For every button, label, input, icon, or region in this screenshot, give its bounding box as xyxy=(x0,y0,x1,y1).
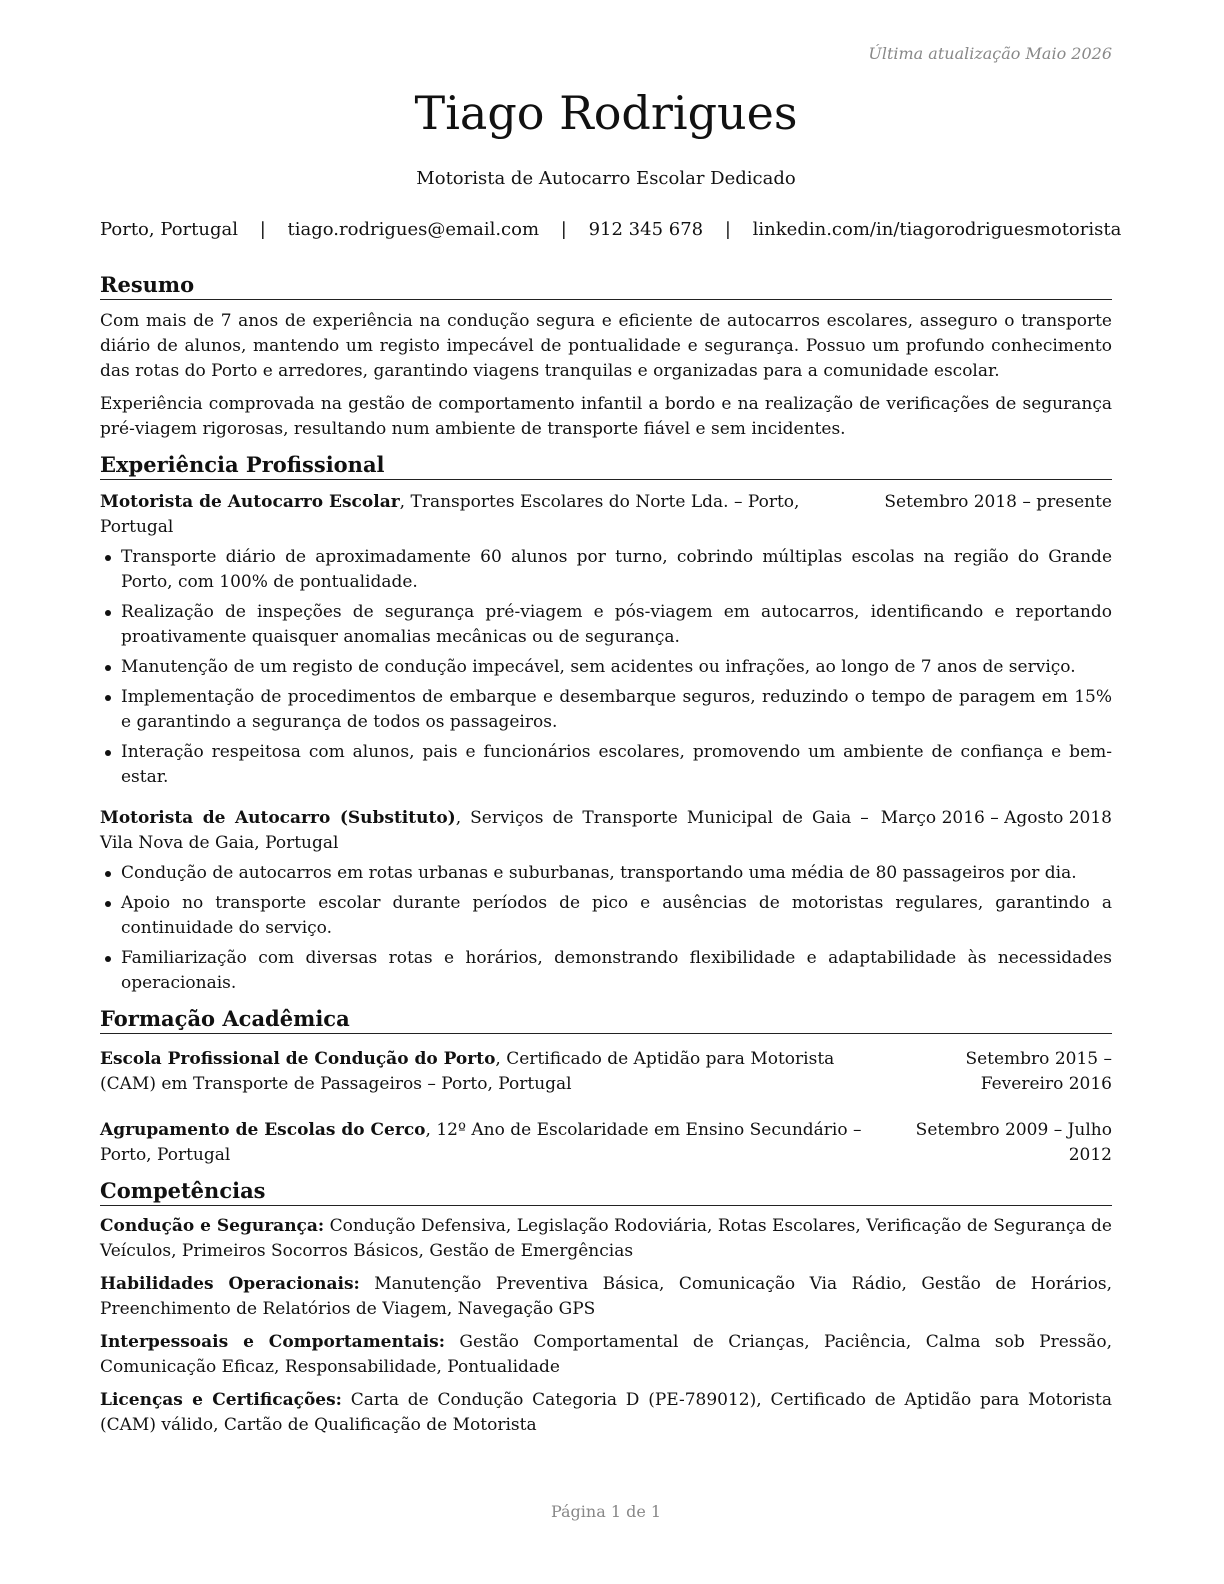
skill-text: Manutenção Preventiva Básica, Comunicação Via Rádio, Gestão de Horários, Preenchimento de Relatórios de Viagem, Navegação GPS xyxy=(100,1274,1112,1319)
education-section xyxy=(100,1006,1112,1168)
job-bullets xyxy=(100,545,1112,790)
contact-line xyxy=(100,219,1122,240)
job-employer: , Serviços de Transporte Municipal de Gaia – Vila Nova de Gaia, Portugal xyxy=(100,808,869,853)
contact-separator: | xyxy=(259,219,266,240)
job-dates: Março 2016 – Agosto 2018 xyxy=(880,808,1112,828)
skill-label: Licenças e Certificações: xyxy=(100,1390,342,1410)
skill-label: Interpessoais e Comportamentais: xyxy=(100,1332,446,1352)
list-item: Familiarização com diversas rotas e horários, demonstrando flexibilidade e adaptabilidade às necessidades operacionais. xyxy=(100,946,1112,996)
list-item: Interação respeitosa com alunos, pais e funcionários escolares, promovendo um ambiente de confiança e bem-estar. xyxy=(100,740,1112,790)
job-role: Motorista de Autocarro Escolar xyxy=(100,492,400,512)
job-title-line xyxy=(100,806,869,856)
job-dates: Setembro 2018 – presente xyxy=(884,492,1112,512)
last-updated: Última atualização Maio 2026 xyxy=(868,44,1112,63)
contact-linkedin[interactable]: linkedin.com/in/tiagorodriguesmotorista xyxy=(752,219,1122,240)
list-item: Transporte diário de aproximadamente 60 alunos por turno, cobrindo múltiplas escolas na região do Grande Porto, com 100% de pontualidade. xyxy=(100,545,1112,595)
section-title: Competências xyxy=(100,1178,1112,1206)
summary-paragraph: Experiência comprovada na gestão de comportamento infantil a bordo e na realização de verificações de segurança pré-viagem rigorosas, resultando num ambiente de transporte fiável e sem incidentes. xyxy=(100,394,1112,439)
job-title-line xyxy=(100,490,872,540)
job-header xyxy=(100,490,1112,540)
resume-page xyxy=(100,0,1122,1584)
job-entry xyxy=(100,806,1112,996)
list-item: Manutenção de um registo de condução impecável, sem acidentes ou infrações, ao longo de 7 anos de serviço. xyxy=(100,655,1112,680)
job-employer: , Transportes Escolares do Norte Lda. – Porto, Portugal xyxy=(100,492,800,537)
skill-text: Gestão Comportamental de Crianças, Paciência, Calma sob Pressão, Comunicação Eficaz, Responsabilidade, Pontualidade xyxy=(100,1332,1112,1377)
education-program: , Certificado de Aptidão para Motorista (CAM) em Transporte de Passageiros – Porto, Portugal xyxy=(100,1049,835,1094)
page-number: Página 1 de 1 xyxy=(550,1502,662,1521)
skill-text: Carta de Condução Categoria D (PE-789012), Certificado de Aptidão para Motorista (CAM) válido, Cartão de Qualificação de Motorista xyxy=(100,1390,1112,1435)
summary-paragraph: Com mais de 7 anos de experiência na condução segura e eficiente de autocarros escolares, asseguro o transporte diário de alunos, mantendo um registo impecável de pontualidade e segurança. Possuo um profundo conhecimento das rotas do Porto e arredores, garantindo viagens tranquilas e organizadas para a comunidade escolar. xyxy=(100,311,1112,381)
list-item: Implementação de procedimentos de embarque e desembarque seguros, reduzindo o tempo de paragem em 15% e garantindo a segurança de todos os passageiros. xyxy=(100,685,1112,735)
education-school: Agrupamento de Escolas do Cerco xyxy=(100,1120,426,1140)
section-title: Formação Acadêmica xyxy=(100,1006,1112,1034)
experience-section xyxy=(100,452,1112,996)
list-item: Condução de autocarros em rotas urbanas e suburbanas, transportando uma média de 80 passageiros por dia. xyxy=(100,861,1112,886)
contact-separator: | xyxy=(724,219,731,240)
skill-group xyxy=(100,1330,1112,1380)
education-school: Escola Profissional de Condução do Porto xyxy=(100,1049,496,1069)
job-header xyxy=(100,806,1112,856)
education-detail xyxy=(100,1047,870,1097)
skill-text: Condução Defensiva, Legislação Rodoviária, Rotas Escolares, Verificação de Segurança de Veículos, Primeiros Socorros Básicos, Gestão de Emergências xyxy=(100,1216,1112,1261)
skill-label: Condução e Segurança: xyxy=(100,1216,325,1236)
contact-email[interactable]: tiago.rodrigues@email.com xyxy=(287,219,540,240)
section-title: Resumo xyxy=(100,272,1112,300)
skill-group xyxy=(100,1272,1112,1322)
education-program: , 12º Ano de Escolaridade em Ensino Secundário – Porto, Portugal xyxy=(100,1120,862,1165)
skill-group xyxy=(100,1214,1112,1264)
tagline: Motorista de Autocarro Escolar Dedicado xyxy=(416,168,796,189)
candidate-name: Tiago Rodrigues xyxy=(414,86,798,140)
education-dates: Setembro 2015 – Fevereiro 2016 xyxy=(965,1049,1112,1094)
contact-location: Porto, Portugal xyxy=(100,219,238,240)
education-entry xyxy=(100,1047,1112,1097)
contact-phone[interactable]: 912 345 678 xyxy=(588,219,704,240)
education-dates: Setembro 2009 – Julho 2012 xyxy=(915,1120,1112,1165)
education-entry xyxy=(100,1118,1112,1168)
skill-group xyxy=(100,1388,1112,1438)
education-detail xyxy=(100,1118,870,1168)
skills-section xyxy=(100,1178,1112,1438)
job-bullets xyxy=(100,861,1112,996)
section-title: Experiência Profissional xyxy=(100,452,1112,480)
list-item: Apoio no transporte escolar durante períodos de pico e ausências de motoristas regulares, garantindo a continuidade do serviço. xyxy=(100,891,1112,941)
skill-label: Habilidades Operacionais: xyxy=(100,1274,360,1294)
job-entry xyxy=(100,490,1112,790)
summary-section xyxy=(100,272,1112,442)
job-role: Motorista de Autocarro (Substituto) xyxy=(100,808,456,828)
list-item: Realização de inspeções de segurança pré-viagem e pós-viagem em autocarros, identificando e reportando proativamente quaisquer anomalias mecânicas ou de segurança. xyxy=(100,600,1112,650)
resume-content xyxy=(100,272,1112,1448)
contact-separator: | xyxy=(560,219,567,240)
